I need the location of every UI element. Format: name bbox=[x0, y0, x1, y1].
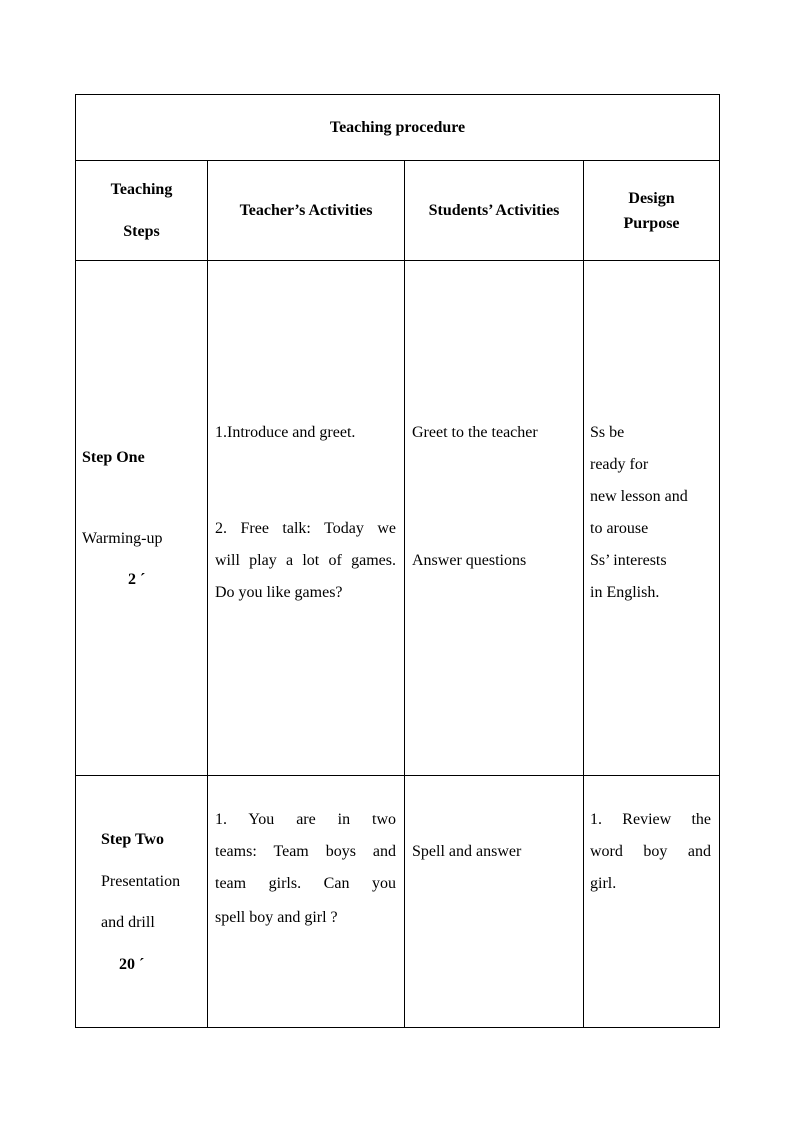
header-steps-line2: Steps bbox=[123, 222, 160, 240]
table-row bbox=[76, 776, 720, 1028]
header-design-purpose bbox=[584, 161, 720, 261]
step-one-teacher-item2-line2: will play a lot of games. bbox=[215, 552, 396, 569]
step-two-teacher-line1: 1. You are in two bbox=[215, 811, 396, 828]
step-two-teacher-cell bbox=[208, 776, 405, 1028]
step-one-teacher-item2-line3: Do you like games? bbox=[215, 584, 343, 601]
step-one-purpose-line4: to arouse bbox=[590, 520, 649, 537]
step-two-teacher-line2: teams: Team boys and bbox=[215, 843, 396, 860]
step-two-teacher-line3: team girls. Can you bbox=[215, 875, 396, 892]
step-two-cell bbox=[76, 776, 208, 1028]
table-row bbox=[76, 261, 720, 776]
step-one-purpose-line3: new lesson and bbox=[590, 488, 688, 505]
step-two-purpose-line1: 1. Review the bbox=[590, 811, 711, 828]
teaching-procedure-table bbox=[75, 94, 720, 1028]
step-one-stage: Warming-up bbox=[82, 530, 163, 547]
header-teaching-steps bbox=[76, 161, 208, 261]
step-one-cell bbox=[76, 261, 208, 776]
step-one-purpose-line5: Ss’ interests bbox=[590, 552, 667, 569]
step-two-stage-line1: Presentation bbox=[101, 873, 181, 890]
step-one-purpose-line1: Ss be bbox=[590, 424, 625, 441]
step-two-purpose-cell bbox=[584, 776, 720, 1028]
header-students-activities: Students’ Activities bbox=[405, 161, 584, 261]
table-title: Teaching procedure bbox=[76, 95, 720, 161]
header-teacher-activities: Teacher’s Activities bbox=[208, 161, 405, 261]
step-one-teacher-item1: 1.Introduce and greet. bbox=[215, 424, 356, 441]
header-steps-line1: Teaching bbox=[110, 180, 173, 198]
step-two-purpose-line2: word boy and bbox=[590, 843, 711, 860]
step-one-purpose-line6: in English. bbox=[590, 584, 660, 601]
step-one-students-cell bbox=[405, 261, 584, 776]
header-purpose-line2: Purpose bbox=[623, 214, 680, 232]
step-one-name: Step One bbox=[82, 449, 145, 466]
step-two-teacher-line4: spell boy and girl ? bbox=[215, 909, 338, 926]
step-one-teacher-item2-line1: 2. Free talk: Today we bbox=[215, 520, 396, 537]
step-two-students-item1: Spell and answer bbox=[412, 843, 522, 860]
step-two-stage-line2: and drill bbox=[101, 914, 155, 931]
step-two-students-cell bbox=[405, 776, 584, 1028]
step-two-purpose-line3: girl. bbox=[590, 875, 617, 892]
step-one-teacher-cell bbox=[208, 261, 405, 776]
step-one-purpose-cell bbox=[584, 261, 720, 776]
header-purpose-line1: Design bbox=[628, 189, 675, 207]
step-one-students-item1: Greet to the teacher bbox=[412, 424, 538, 441]
step-one-purpose-line2: ready for bbox=[590, 456, 649, 473]
step-one-time: 2 ´ bbox=[128, 571, 146, 588]
step-two-time: 20 ´ bbox=[119, 956, 145, 973]
step-one-students-item2: Answer questions bbox=[412, 552, 527, 569]
step-two-name: Step Two bbox=[101, 831, 164, 848]
